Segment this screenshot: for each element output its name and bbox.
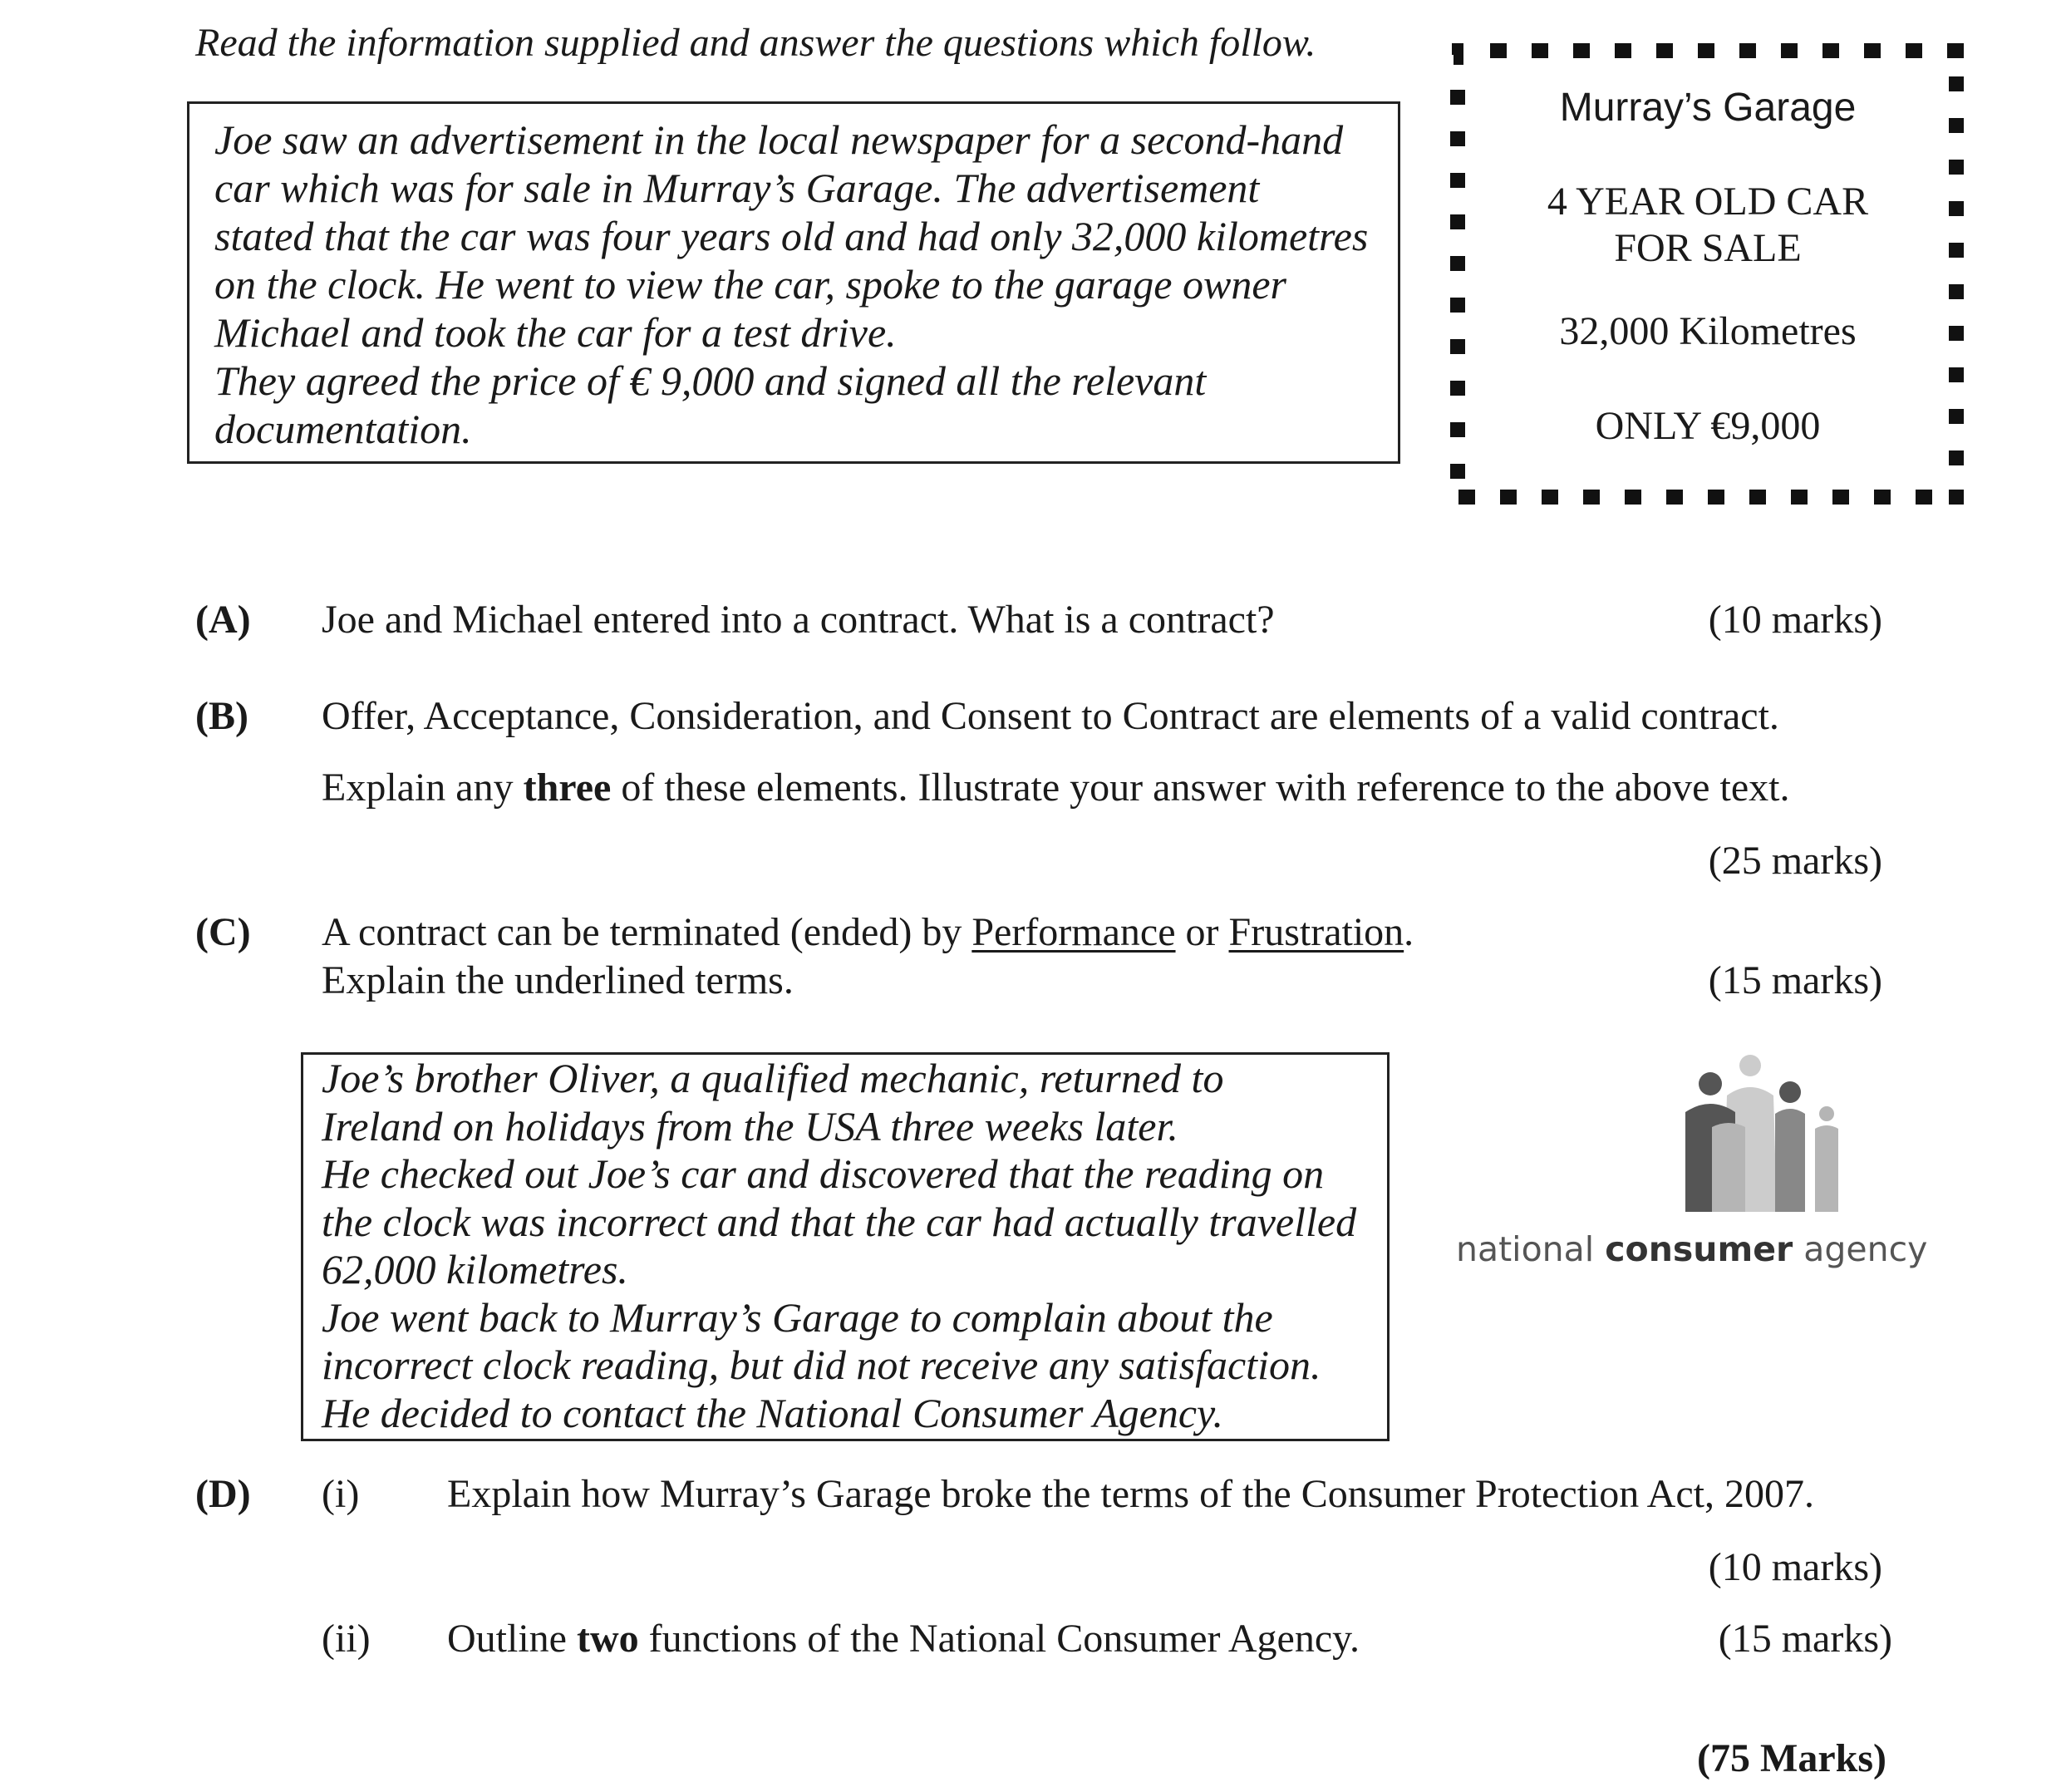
question-b-line2 xyxy=(322,763,1789,813)
advert-line: FOR SALE xyxy=(1614,226,1802,270)
advert-mileage: 32,000 Kilometres xyxy=(1559,309,1857,353)
question-c-text: A contract can be terminated (ended) by xyxy=(322,910,972,954)
term-frustration: Frustration xyxy=(1228,910,1404,954)
question-c-text: or xyxy=(1175,910,1229,954)
question-b-label: (B) xyxy=(195,694,248,738)
scenario-line: He checked out Joe’s car and discovered that the reading on xyxy=(322,1150,1325,1197)
scenario-box-1 xyxy=(187,101,1400,464)
question-d-ii-text xyxy=(447,1614,1360,1664)
scenario-line: on the clock. He went to view the car, spoke to the garage owner xyxy=(214,261,1286,308)
question-d-i-number: (i) xyxy=(322,1472,360,1516)
question-d-ii-emphasis: two xyxy=(576,1617,639,1661)
logo-word-bold: consumer xyxy=(1605,1229,1793,1269)
question-c-marks: (15 marks) xyxy=(1708,958,1882,1002)
logo-word: agency xyxy=(1803,1229,1928,1269)
logo-word: national xyxy=(1456,1229,1595,1269)
advert-title: Murray’s Garage xyxy=(1559,86,1857,130)
question-c-line1 xyxy=(322,908,1414,958)
scenario-line: incorrect clock reading, but did not receive any satisfaction. xyxy=(322,1342,1321,1388)
term-performance: Performance xyxy=(971,910,1176,954)
question-a-text: Joe and Michael entered into a contract. What is a contract? xyxy=(322,598,1275,642)
scenario-line: Michael and took the car for a test drive. xyxy=(214,309,897,356)
car-advertisement xyxy=(1450,43,1965,505)
question-c-line2: Explain the underlined terms. xyxy=(322,958,794,1002)
scenario-line: 62,000 kilometres. xyxy=(322,1246,628,1292)
scenario-line: They agreed the price of € 9,000 and signed all the relevant xyxy=(214,357,1207,404)
question-d-ii-part: functions of the National Consumer Agency. xyxy=(638,1617,1360,1661)
scenario-line: documentation. xyxy=(214,406,472,452)
total-marks: (75 Marks) xyxy=(1697,1736,1886,1780)
scenario-line: Ireland on holidays from the USA three weeks later. xyxy=(322,1102,1178,1150)
question-d-label: (D) xyxy=(195,1472,251,1516)
scenario-line: stated that the car was four years old and had only 32,000 kilometres xyxy=(214,213,1369,259)
instructions-text: Read the information supplied and answer the questions which follow. xyxy=(195,21,1316,65)
question-b-marks: (25 marks) xyxy=(1708,839,1882,883)
scenario-line: the clock was incorrect and that the car had actually travelled xyxy=(322,1198,1357,1245)
question-c-label: (C) xyxy=(195,910,251,954)
question-d-i-marks: (10 marks) xyxy=(1708,1545,1882,1589)
question-c-text: . xyxy=(1404,910,1414,954)
question-d-ii-part: Outline xyxy=(447,1617,577,1661)
advert-line: 4 YEAR OLD CAR xyxy=(1547,180,1869,224)
nca-logo-figures-icon xyxy=(1679,1054,1853,1220)
question-a-label: (A) xyxy=(195,598,251,642)
question-d-ii-number: (ii) xyxy=(322,1617,371,1661)
question-b-text: Explain any xyxy=(322,766,524,810)
question-b-emphasis: three xyxy=(523,766,612,810)
question-a-marks: (10 marks) xyxy=(1708,598,1882,642)
scenario-line: Joe’s brother Oliver, a qualified mechanic, returned to xyxy=(322,1055,1224,1101)
advert-price: ONLY €9,000 xyxy=(1595,404,1821,448)
question-b-text: of these elements. Illustrate your answer with reference to the above text. xyxy=(611,766,1790,810)
scenario-line: He decided to contact the National Consumer Agency. xyxy=(322,1389,1223,1436)
scenario-line: Joe went back to Murray’s Garage to complain about the xyxy=(322,1293,1273,1341)
question-d-ii-marks: (15 marks) xyxy=(1718,1617,1892,1661)
scenario-line: Joe saw an advertisement in the local newspaper for a second-hand xyxy=(214,116,1344,163)
question-d-i-text: Explain how Murray’s Garage broke the terms of the Consumer Protection Act, 2007. xyxy=(447,1472,1814,1516)
scenario-box-2 xyxy=(301,1052,1390,1441)
question-b-line1: Offer, Acceptance, Consideration, and Consent to Contract are elements of a valid contract. xyxy=(322,694,1779,738)
nca-logo-wordmark xyxy=(1456,1228,1928,1270)
scenario-line: car which was for sale in Murray’s Garage. The advertisement xyxy=(214,165,1260,211)
